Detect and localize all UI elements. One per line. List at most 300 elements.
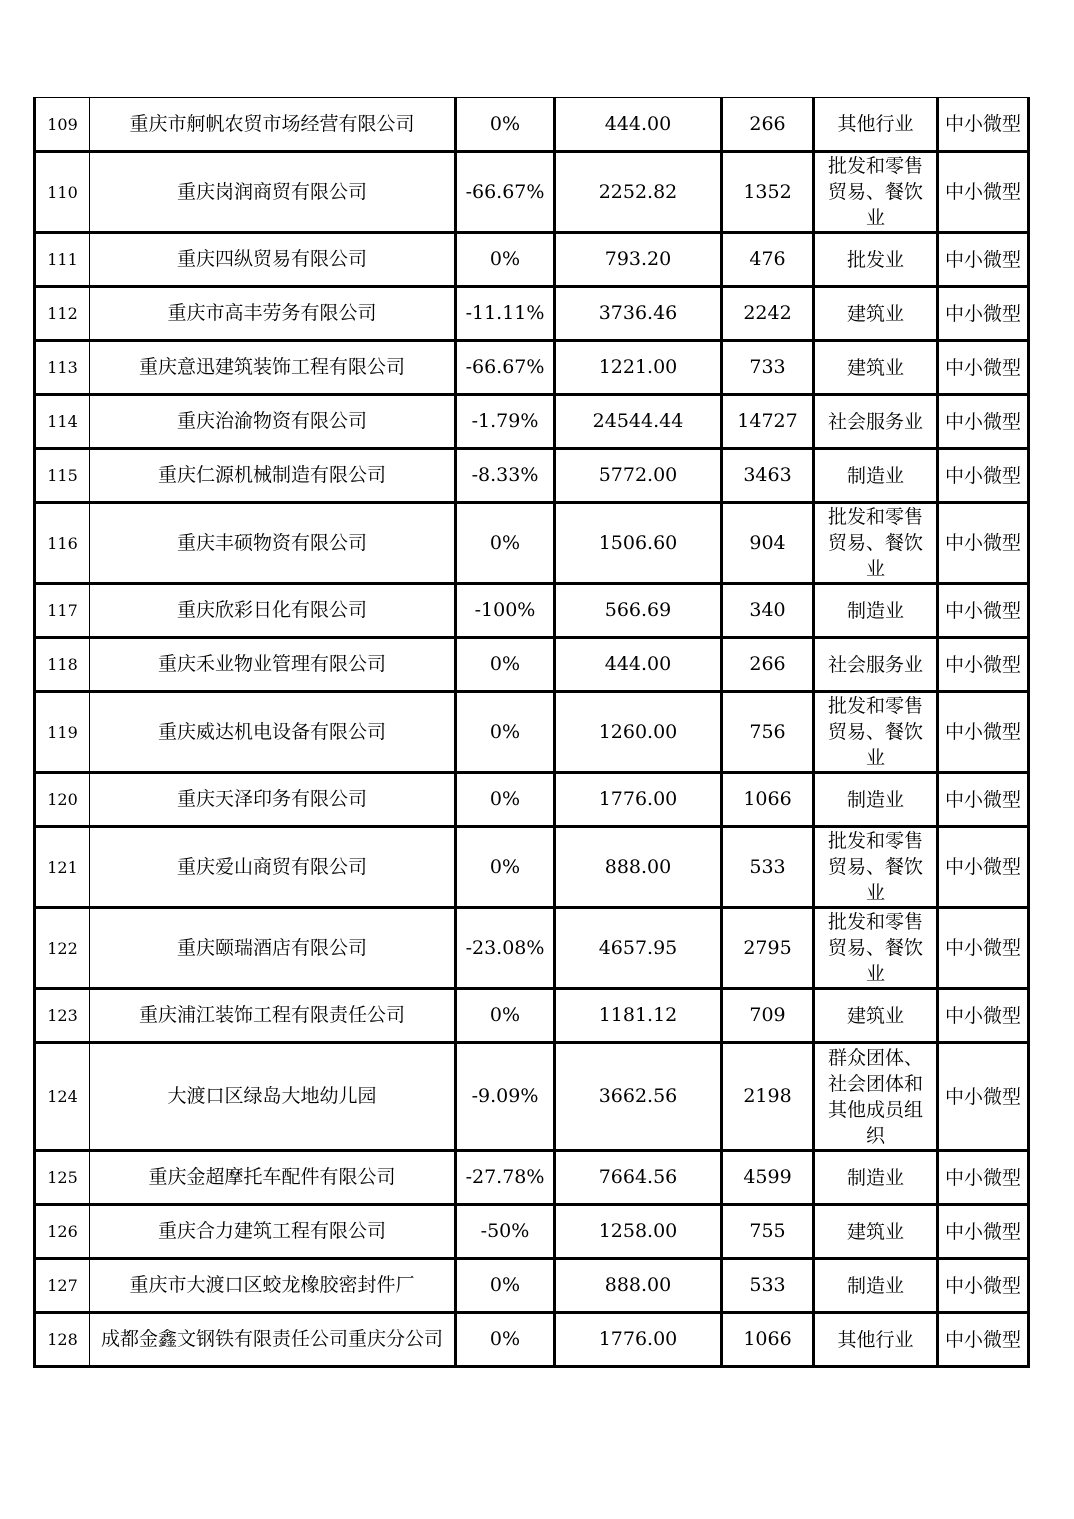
employee-count: 2198 (743, 1085, 792, 1107)
enterprise-size-cell (938, 989, 1029, 1043)
row-number: 110 (47, 182, 78, 202)
change-ratio: 0% (489, 653, 521, 675)
employee-count-cell (722, 1151, 814, 1205)
industry-cell (814, 989, 938, 1043)
amount: 3736.46 (598, 302, 678, 324)
company-name-cell (90, 233, 456, 287)
enterprise-size-cell (938, 773, 1029, 827)
employee-count-cell (722, 287, 814, 341)
employee-count-cell (722, 773, 814, 827)
amount-cell (555, 827, 722, 908)
enterprise-size: 中小微型 (944, 1328, 1021, 1351)
enterprise-size: 中小微型 (944, 788, 1021, 811)
enterprise-size-cell (938, 287, 1029, 341)
row-number-cell (35, 341, 90, 395)
enterprise-size: 中小微型 (944, 113, 1021, 135)
change-ratio-cell (456, 638, 555, 692)
industry: 批发业 (846, 248, 904, 271)
table-row (35, 395, 1029, 449)
table-row (35, 503, 1029, 584)
row-number-cell (35, 1313, 90, 1367)
table-row (35, 1313, 1029, 1367)
row-number-cell (35, 287, 90, 341)
amount-cell (555, 341, 722, 395)
amount: 3662.56 (598, 1085, 678, 1107)
row-number-cell (35, 989, 90, 1043)
industry: 批发和零售贸易、餐饮业 (827, 911, 923, 985)
row-number: 117 (47, 601, 78, 620)
change-ratio-cell (456, 584, 555, 638)
enterprise-size-cell (938, 692, 1029, 773)
company-name-cell (90, 773, 456, 827)
enterprise-size-cell (938, 503, 1029, 584)
employee-count-cell (722, 341, 814, 395)
industry-cell (814, 287, 938, 341)
amount: 7664.56 (598, 1166, 678, 1188)
table-row (35, 1043, 1029, 1151)
amount-cell (555, 773, 722, 827)
change-ratio-cell (456, 1151, 555, 1205)
company-name-cell (90, 989, 456, 1043)
row-number: 111 (47, 250, 78, 269)
amount-cell (555, 233, 722, 287)
table-row (35, 449, 1029, 503)
employee-count: 4599 (743, 1166, 792, 1188)
amount-cell (555, 584, 722, 638)
table-row (35, 584, 1029, 638)
company-name-cell (90, 692, 456, 773)
change-ratio: 0% (489, 788, 521, 810)
change-ratio-cell (456, 1259, 555, 1313)
company-name-cell (90, 908, 456, 989)
amount-cell (555, 692, 722, 773)
enterprise-size: 中小微型 (944, 937, 1021, 959)
company-name-cell (90, 1313, 456, 1367)
change-ratio-cell (456, 287, 555, 341)
employee-count: 2795 (743, 936, 792, 959)
row-number-cell (35, 98, 90, 152)
change-ratio: 0% (489, 1004, 521, 1026)
change-ratio-cell (456, 503, 555, 584)
table-row (35, 233, 1029, 287)
enterprise-size: 中小微型 (944, 1166, 1021, 1189)
row-number-cell (35, 773, 90, 827)
company-name-cell (90, 152, 456, 233)
company-table (33, 97, 1030, 1368)
industry-cell (814, 98, 938, 152)
amount: 1221.00 (598, 356, 678, 378)
row-number-cell (35, 1151, 90, 1205)
employee-count: 1352 (743, 180, 792, 203)
row-number-cell (35, 827, 90, 908)
enterprise-size-cell (938, 1151, 1029, 1205)
amount-cell (555, 449, 722, 503)
amount-cell (555, 152, 722, 233)
employee-count-cell (722, 584, 814, 638)
row-number: 125 (47, 1168, 78, 1187)
industry-cell (814, 395, 938, 449)
row-number: 112 (47, 304, 78, 323)
industry-cell (814, 1043, 938, 1151)
company-name-cell (90, 449, 456, 503)
amount-cell (555, 638, 722, 692)
enterprise-size-cell (938, 1313, 1029, 1367)
amount-cell (555, 1313, 722, 1367)
employee-count-cell (722, 233, 814, 287)
row-number: 128 (47, 1330, 78, 1349)
industry: 群众团体、社会团体和其他成员组织 (827, 1046, 923, 1147)
company-name: 重庆市舸帆农贸市场经营有限公司 (129, 112, 415, 135)
industry-cell (814, 773, 938, 827)
employee-count-cell (722, 827, 814, 908)
enterprise-size: 中小微型 (944, 653, 1021, 676)
employee-count-cell (722, 98, 814, 152)
company-name: 重庆市高丰劳务有限公司 (167, 302, 377, 324)
enterprise-size-cell (938, 1043, 1029, 1151)
change-ratio: -100% (474, 599, 536, 621)
enterprise-size: 中小微型 (944, 410, 1021, 433)
industry: 制造业 (846, 464, 904, 487)
company-name: 大渡口区绿岛大地幼儿园 (167, 1085, 377, 1107)
enterprise-size: 中小微型 (944, 464, 1021, 487)
amount: 888.00 (604, 855, 672, 878)
company-name-cell (90, 1205, 456, 1259)
row-number-cell (35, 395, 90, 449)
company-name-cell (90, 395, 456, 449)
company-name: 重庆禾业物业管理有限公司 (157, 653, 386, 675)
employee-count-cell (722, 692, 814, 773)
enterprise-size-cell (938, 908, 1029, 989)
amount: 1260.00 (598, 720, 678, 743)
company-name: 重庆爱山商贸有限公司 (176, 855, 367, 878)
change-ratio-cell (456, 341, 555, 395)
employee-count: 2242 (743, 302, 792, 324)
change-ratio: -50% (480, 1220, 530, 1242)
employee-count: 533 (749, 1274, 786, 1296)
industry: 其他行业 (837, 113, 914, 135)
row-number: 122 (47, 938, 78, 958)
employee-count-cell (722, 1205, 814, 1259)
enterprise-size: 中小微型 (944, 1004, 1021, 1027)
enterprise-size: 中小微型 (944, 181, 1021, 203)
amount: 2252.82 (598, 180, 678, 203)
row-number-cell (35, 584, 90, 638)
industry-cell (814, 503, 938, 584)
change-ratio: 0% (489, 720, 521, 743)
row-number-cell (35, 692, 90, 773)
enterprise-size: 中小微型 (944, 721, 1021, 743)
employee-count-cell (722, 1313, 814, 1367)
enterprise-size: 中小微型 (944, 1274, 1021, 1297)
employee-count-cell (722, 395, 814, 449)
industry: 批发和零售贸易、餐饮业 (827, 155, 923, 229)
change-ratio-cell (456, 773, 555, 827)
amount: 793.20 (604, 248, 672, 270)
industry-cell (814, 908, 938, 989)
employee-count: 533 (749, 855, 786, 878)
row-number: 127 (47, 1276, 78, 1295)
employee-count: 1066 (743, 1328, 792, 1350)
table-row (35, 827, 1029, 908)
employee-count: 733 (749, 356, 786, 378)
employee-count-cell (722, 638, 814, 692)
company-name-cell (90, 503, 456, 584)
row-number-cell (35, 152, 90, 233)
company-name: 重庆金超摩托车配件有限公司 (148, 1166, 396, 1188)
change-ratio-cell (456, 395, 555, 449)
enterprise-size: 中小微型 (944, 356, 1021, 379)
industry: 社会服务业 (827, 653, 923, 676)
amount: 24544.44 (592, 410, 684, 432)
amount-cell (555, 503, 722, 584)
enterprise-size-cell (938, 152, 1029, 233)
industry-cell (814, 1313, 938, 1367)
industry: 批发和零售贸易、餐饮业 (827, 830, 923, 904)
change-ratio: -66.67% (465, 356, 545, 378)
amount: 444.00 (604, 112, 672, 135)
table-row (35, 1151, 1029, 1205)
change-ratio: -8.33% (471, 464, 539, 486)
company-name: 重庆欣彩日化有限公司 (176, 599, 367, 621)
industry-cell (814, 827, 938, 908)
employee-count-cell (722, 908, 814, 989)
row-number: 116 (47, 533, 78, 553)
company-name: 成都金鑫文钢铁有限责任公司重庆分公司 (100, 1328, 443, 1350)
row-number: 113 (47, 358, 78, 377)
company-name-cell (90, 341, 456, 395)
industry-cell (814, 1259, 938, 1313)
amount-cell (555, 395, 722, 449)
change-ratio: 0% (489, 531, 521, 554)
change-ratio: -27.78% (465, 1166, 545, 1188)
amount: 5772.00 (598, 464, 678, 486)
employee-count: 266 (749, 653, 786, 675)
amount-cell (555, 1259, 722, 1313)
enterprise-size-cell (938, 827, 1029, 908)
industry: 其他行业 (837, 1328, 914, 1351)
company-name-cell (90, 638, 456, 692)
change-ratio: -9.09% (471, 1085, 539, 1107)
enterprise-size: 中小微型 (944, 248, 1021, 271)
amount-cell (555, 1151, 722, 1205)
enterprise-size-cell (938, 233, 1029, 287)
row-number-cell (35, 503, 90, 584)
enterprise-size: 中小微型 (944, 1220, 1021, 1243)
change-ratio: 0% (489, 855, 521, 878)
change-ratio-cell (456, 449, 555, 503)
company-name: 重庆颐瑞酒店有限公司 (176, 936, 367, 959)
company-name: 重庆治渝物资有限公司 (176, 410, 367, 432)
table-row (35, 98, 1029, 152)
table-row (35, 692, 1029, 773)
enterprise-size: 中小微型 (944, 599, 1021, 622)
enterprise-size-cell (938, 449, 1029, 503)
enterprise-size-cell (938, 1259, 1029, 1313)
employee-count-cell (722, 989, 814, 1043)
employee-count-cell (722, 1043, 814, 1151)
company-name: 重庆岗润商贸有限公司 (176, 180, 367, 203)
amount: 1258.00 (598, 1220, 678, 1242)
amount: 1181.12 (598, 1004, 678, 1026)
company-name: 重庆仁源机械制造有限公司 (157, 464, 386, 486)
amount: 1776.00 (598, 788, 678, 810)
employee-count-cell (722, 1259, 814, 1313)
change-ratio: 0% (489, 1274, 521, 1296)
employee-count: 1066 (743, 788, 792, 810)
row-number: 120 (47, 790, 78, 809)
row-number-cell (35, 233, 90, 287)
row-number: 119 (47, 722, 78, 742)
amount: 566.69 (604, 599, 672, 621)
change-ratio-cell (456, 1043, 555, 1151)
row-number-cell (35, 449, 90, 503)
employee-count: 266 (749, 112, 786, 135)
table-body (35, 98, 1029, 1367)
table-row (35, 152, 1029, 233)
enterprise-size: 中小微型 (944, 532, 1021, 554)
employee-count: 756 (749, 720, 786, 743)
industry: 制造业 (846, 788, 904, 811)
company-name: 重庆浦江装饰工程有限责任公司 (138, 1004, 405, 1026)
industry: 社会服务业 (827, 410, 923, 433)
industry: 建筑业 (846, 1004, 904, 1027)
change-ratio: -11.11% (465, 302, 545, 324)
change-ratio: 0% (489, 112, 521, 135)
enterprise-size-cell (938, 98, 1029, 152)
table-row (35, 1205, 1029, 1259)
company-name: 重庆四纵贸易有限公司 (176, 248, 367, 270)
amount-cell (555, 1205, 722, 1259)
employee-count-cell (722, 152, 814, 233)
table-row (35, 1259, 1029, 1313)
employee-count: 476 (749, 248, 786, 270)
industry: 批发和零售贸易、餐饮业 (827, 506, 923, 580)
amount: 1776.00 (598, 1328, 678, 1350)
change-ratio-cell (456, 827, 555, 908)
change-ratio-cell (456, 1313, 555, 1367)
change-ratio: 0% (489, 248, 521, 270)
employee-count-cell (722, 503, 814, 584)
company-name: 重庆市大渡口区蛟龙橡胶密封件厂 (129, 1274, 415, 1296)
change-ratio-cell (456, 908, 555, 989)
industry: 批发和零售贸易、餐饮业 (827, 695, 923, 769)
employee-count-cell (722, 449, 814, 503)
industry: 制造业 (846, 1274, 904, 1297)
company-name-cell (90, 287, 456, 341)
industry: 制造业 (846, 599, 904, 622)
enterprise-size-cell (938, 395, 1029, 449)
industry-cell (814, 152, 938, 233)
change-ratio-cell (456, 98, 555, 152)
row-number: 115 (47, 466, 78, 485)
change-ratio-cell (456, 692, 555, 773)
table-row (35, 908, 1029, 989)
amount: 444.00 (604, 653, 672, 675)
change-ratio-cell (456, 233, 555, 287)
company-name-cell (90, 98, 456, 152)
industry-cell (814, 341, 938, 395)
amount: 1506.60 (598, 531, 678, 554)
company-name-cell (90, 1043, 456, 1151)
industry-cell (814, 1151, 938, 1205)
employee-count: 14727 (737, 410, 798, 432)
row-number: 121 (47, 857, 78, 877)
row-number-cell (35, 1259, 90, 1313)
amount: 888.00 (604, 1274, 672, 1296)
enterprise-size-cell (938, 584, 1029, 638)
company-name: 重庆威达机电设备有限公司 (157, 720, 386, 743)
row-number-cell (35, 908, 90, 989)
table-row (35, 341, 1029, 395)
employee-count: 3463 (743, 464, 792, 486)
amount-cell (555, 287, 722, 341)
industry-cell (814, 584, 938, 638)
change-ratio: -23.08% (465, 936, 545, 959)
industry-cell (814, 233, 938, 287)
employee-count: 755 (749, 1220, 786, 1242)
amount: 4657.95 (598, 936, 678, 959)
industry: 建筑业 (846, 1220, 904, 1243)
amount-cell (555, 98, 722, 152)
company-name: 重庆天泽印务有限公司 (176, 788, 367, 810)
row-number-cell (35, 638, 90, 692)
enterprise-size: 中小微型 (944, 1085, 1021, 1108)
table-row (35, 989, 1029, 1043)
industry: 建筑业 (846, 356, 904, 379)
employee-count: 709 (749, 1004, 786, 1026)
company-name: 重庆丰硕物资有限公司 (176, 531, 367, 554)
table-row (35, 638, 1029, 692)
table-row (35, 773, 1029, 827)
row-number: 123 (47, 1006, 78, 1025)
company-name-cell (90, 1151, 456, 1205)
enterprise-size-cell (938, 341, 1029, 395)
row-number-cell (35, 1043, 90, 1151)
change-ratio-cell (456, 1205, 555, 1259)
amount-cell (555, 908, 722, 989)
enterprise-size: 中小微型 (944, 856, 1021, 878)
industry-cell (814, 638, 938, 692)
row-number: 126 (47, 1222, 78, 1241)
change-ratio: -1.79% (471, 410, 539, 432)
industry-cell (814, 692, 938, 773)
employee-count: 904 (749, 531, 786, 554)
table-row (35, 287, 1029, 341)
industry-cell (814, 449, 938, 503)
change-ratio: 0% (489, 1328, 521, 1350)
row-number: 124 (47, 1087, 78, 1106)
employee-count: 340 (749, 599, 786, 621)
change-ratio: -66.67% (465, 180, 545, 203)
industry-cell (814, 1205, 938, 1259)
company-name-cell (90, 1259, 456, 1313)
industry: 建筑业 (846, 302, 904, 325)
enterprise-size-cell (938, 638, 1029, 692)
company-name: 重庆意迅建筑装饰工程有限公司 (138, 356, 405, 378)
company-name: 重庆合力建筑工程有限公司 (157, 1220, 386, 1242)
amount-cell (555, 989, 722, 1043)
enterprise-size: 中小微型 (944, 302, 1021, 325)
company-name-cell (90, 827, 456, 908)
row-number: 114 (47, 412, 78, 431)
amount-cell (555, 1043, 722, 1151)
change-ratio-cell (456, 989, 555, 1043)
industry: 制造业 (846, 1166, 904, 1189)
company-name-cell (90, 584, 456, 638)
enterprise-size-cell (938, 1205, 1029, 1259)
change-ratio-cell (456, 152, 555, 233)
row-number: 118 (47, 655, 78, 674)
